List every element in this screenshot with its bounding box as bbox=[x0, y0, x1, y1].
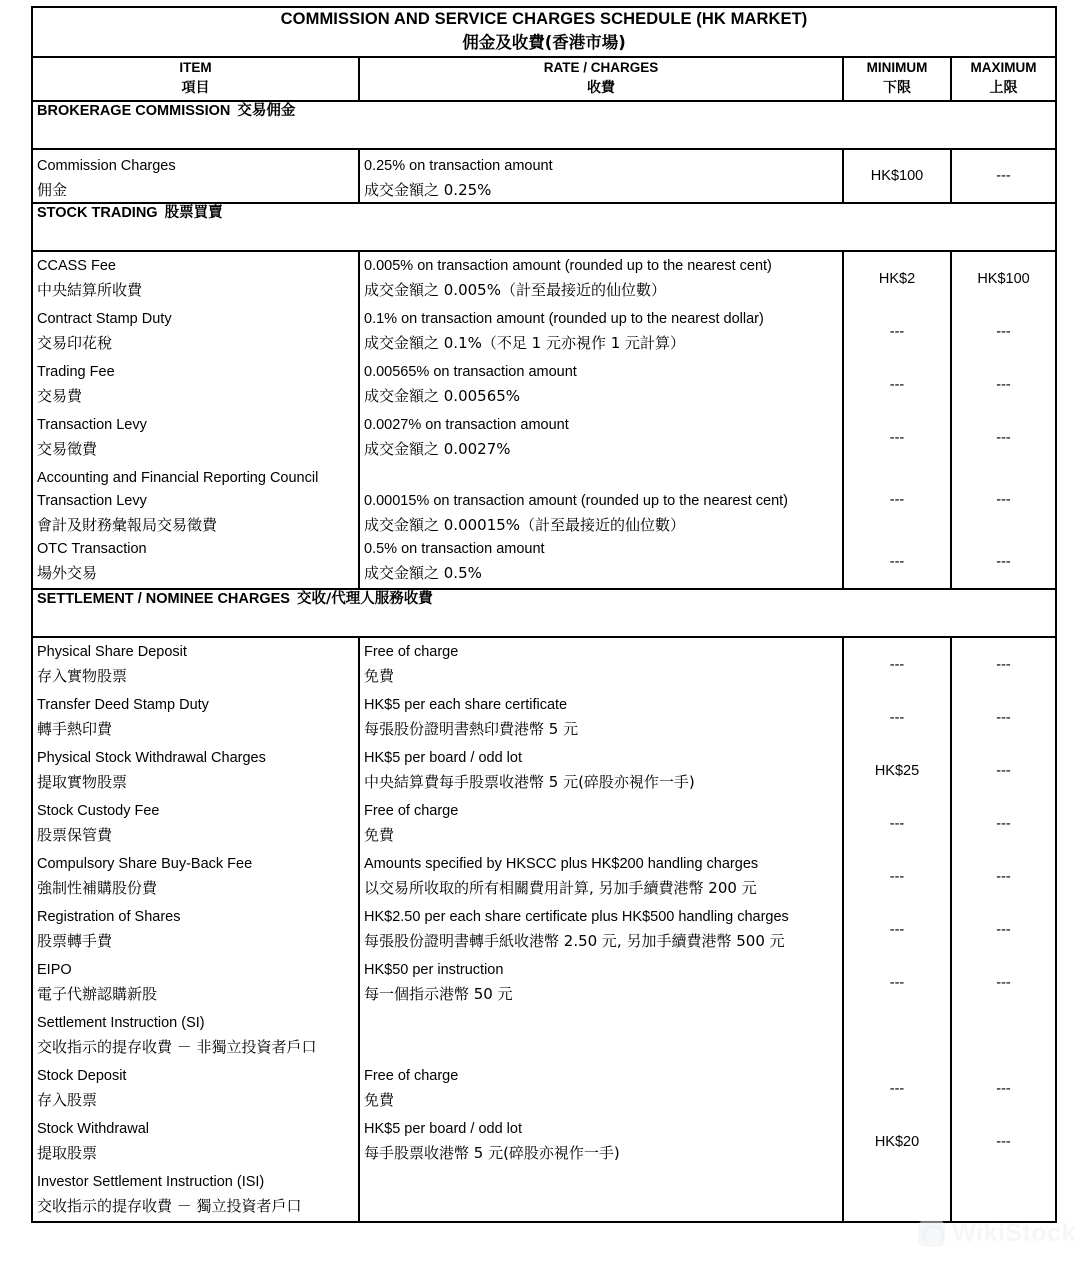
item-label-zh: 提取股票 bbox=[37, 1144, 98, 1163]
item-label-en: Physical Stock Withdrawal Charges bbox=[37, 750, 266, 767]
item-label-en: Settlement Instruction (SI) bbox=[37, 1015, 205, 1032]
rate-text-en: 0.00565% on transaction amount bbox=[364, 364, 577, 381]
column-header-item-zh: 項目 bbox=[181, 79, 210, 96]
table-row bbox=[33, 252, 358, 305]
maximum-value: --- bbox=[996, 553, 1011, 570]
rate-text-zh: 成交金額之 0.1%（不足 1 元亦視作 1 元計算） bbox=[364, 334, 686, 353]
rate-text-en: 0.005% on transaction amount (rounded up to the nearest cent) bbox=[364, 258, 772, 275]
rate-text-en: 0.0027% on transaction amount bbox=[364, 417, 569, 434]
item-label-zh: 強制性補購股份費 bbox=[37, 879, 158, 898]
section-header-row bbox=[32, 101, 1056, 149]
maximum-value: --- bbox=[996, 323, 1011, 340]
rate-cell bbox=[360, 903, 842, 956]
rate-text-en: 0.5% on transaction amount bbox=[364, 541, 545, 558]
table-row bbox=[33, 1062, 358, 1115]
minimum-value: HK$25 bbox=[874, 762, 920, 779]
item-column bbox=[32, 637, 359, 1222]
rate-text-zh: 免費 bbox=[364, 667, 395, 686]
rate-cell bbox=[360, 744, 842, 797]
column-header-rate-en: RATE / CHARGES bbox=[543, 60, 659, 76]
rate-text-en: 0.25% on transaction amount bbox=[364, 158, 553, 175]
minimum-value: HK$2 bbox=[878, 270, 916, 287]
section-body-brokerage-commission bbox=[32, 149, 1056, 203]
minimum-value: --- bbox=[889, 491, 905, 508]
table-row bbox=[33, 535, 358, 588]
title-english: COMMISSION AND SERVICE CHARGES SCHEDULE (HK MARKET) bbox=[280, 10, 808, 28]
rate-text-zh: 成交金額之 0.005%（計至最接近的仙位數） bbox=[364, 281, 666, 300]
item-label-en: Physical Share Deposit bbox=[37, 644, 187, 661]
maximum-column bbox=[951, 637, 1056, 1222]
minimum-value: --- bbox=[889, 709, 905, 726]
rate-cell bbox=[360, 150, 842, 202]
table-row bbox=[33, 1115, 358, 1168]
item-label-zh: 轉手熱印費 bbox=[37, 720, 113, 739]
item-label-en: Commission Charges bbox=[37, 158, 176, 175]
rate-text-en: HK$2.50 per each share certificate plus HK$500 handling charges bbox=[364, 909, 789, 926]
table-row bbox=[33, 903, 358, 956]
rate-text-en: Free of charge bbox=[364, 803, 459, 820]
item-label-zh: 場外交易 bbox=[37, 564, 98, 583]
item-label-zh: 交易徵費 bbox=[37, 440, 98, 459]
table-row bbox=[33, 1168, 358, 1221]
item-label-en: Registration of Shares bbox=[37, 909, 181, 926]
wikistock-watermark bbox=[918, 1219, 1076, 1248]
column-header-minimum-en: MINIMUM bbox=[866, 60, 928, 76]
section-body-stock-trading bbox=[32, 251, 1056, 589]
item-label-zh: 中央結算所收費 bbox=[37, 281, 143, 300]
rate-cell bbox=[360, 638, 842, 691]
wikistock-logo-icon bbox=[918, 1220, 945, 1247]
maximum-value: --- bbox=[996, 429, 1011, 446]
maximum-value: --- bbox=[996, 1080, 1011, 1097]
maximum-column bbox=[951, 251, 1056, 589]
rate-text-en: Free of charge bbox=[364, 1068, 459, 1085]
column-header-minimum bbox=[843, 57, 951, 101]
rate-cell bbox=[360, 252, 842, 305]
section-header-settlement-nominee-charges bbox=[32, 589, 1056, 637]
item-label-en: EIPO bbox=[37, 962, 72, 979]
item-label-zh: 提取實物股票 bbox=[37, 773, 128, 792]
rate-text-en: 0.00015% on transaction amount (rounded up to the nearest cent) bbox=[364, 493, 789, 510]
maximum-value: --- bbox=[996, 921, 1011, 938]
section-header-stock-trading-en: STOCK TRADING bbox=[37, 205, 158, 222]
commission-schedule-table bbox=[31, 6, 1057, 1223]
minimum-value bbox=[844, 1009, 950, 1062]
rate-text-en: Free of charge bbox=[364, 644, 459, 661]
rate-text-zh: 成交金額之 0.00565% bbox=[364, 387, 521, 406]
minimum-value: --- bbox=[889, 815, 905, 832]
table-row bbox=[33, 744, 358, 797]
column-header-row bbox=[32, 57, 1056, 101]
minimum-column bbox=[843, 149, 951, 203]
rate-cell bbox=[360, 358, 842, 411]
rate-text-zh: 每張股份證明書熱印費港幣 5 元 bbox=[364, 720, 579, 739]
column-header-maximum-en: MAXIMUM bbox=[970, 60, 1037, 76]
maximum-value: --- bbox=[996, 1133, 1011, 1150]
column-header-maximum bbox=[951, 57, 1056, 101]
minimum-value: HK$100 bbox=[870, 168, 924, 185]
item-label-zh: 存入股票 bbox=[37, 1091, 98, 1110]
item-label-zh: 交易費 bbox=[37, 387, 83, 406]
minimum-value: --- bbox=[889, 974, 905, 991]
rate-text-zh: 成交金額之 0.00015%（計至最接近的仙位數） bbox=[364, 516, 686, 535]
minimum-value: --- bbox=[889, 921, 905, 938]
item-label-en: Transfer Deed Stamp Duty bbox=[37, 697, 209, 714]
maximum-value: HK$100 bbox=[977, 270, 1030, 287]
rate-text-en: HK$50 per instruction bbox=[364, 962, 504, 979]
table-row bbox=[33, 691, 358, 744]
section-header-row bbox=[32, 589, 1056, 637]
rate-cell bbox=[360, 305, 842, 358]
section-header-brokerage-commission-zh: 交易佣金 bbox=[237, 103, 296, 120]
rate-cell bbox=[360, 464, 842, 535]
section-header-stock-trading bbox=[32, 203, 1056, 251]
item-label-en: Contract Stamp Duty bbox=[37, 311, 172, 328]
maximum-column bbox=[951, 149, 1056, 203]
item-label-en: CCASS Fee bbox=[37, 258, 116, 275]
rate-text-zh: 每張股份證明書轉手紙收港幣 2.50 元, 另加手續費港幣 500 元 bbox=[364, 932, 785, 951]
item-label-en: Investor Settlement Instruction (ISI) bbox=[37, 1174, 265, 1191]
rate-text-en: HK$5 per board / odd lot bbox=[364, 750, 522, 767]
rate-cell bbox=[360, 535, 842, 588]
item-label-zh: 會計及財務彙報局交易徵費 bbox=[37, 516, 218, 535]
table-row bbox=[33, 464, 358, 535]
item-label-en: Stock Withdrawal bbox=[37, 1121, 150, 1138]
minimum-value: --- bbox=[889, 323, 905, 340]
rate-text-zh: 成交金額之 0.25% bbox=[364, 181, 492, 200]
rate-column bbox=[359, 251, 843, 589]
section-header-stock-trading-zh: 股票買賣 bbox=[164, 205, 223, 222]
minimum-value bbox=[844, 1168, 950, 1221]
document-title bbox=[32, 7, 1056, 57]
maximum-value: --- bbox=[996, 868, 1011, 885]
column-header-maximum-zh: 上限 bbox=[989, 79, 1018, 96]
item-label-en: OTC Transaction bbox=[37, 541, 147, 558]
title-row bbox=[32, 7, 1056, 57]
maximum-value: --- bbox=[996, 491, 1011, 508]
minimum-value: --- bbox=[889, 868, 905, 885]
table-row bbox=[33, 411, 358, 464]
rate-text-zh: 中央結算費每手股票收港幣 5 元(碎股亦視作一手) bbox=[364, 773, 695, 792]
item-label-zh: 交易印花稅 bbox=[37, 334, 113, 353]
item-label-zh: 股票保管費 bbox=[37, 826, 113, 845]
item-label-en: Transaction Levy bbox=[37, 417, 147, 434]
rate-text-zh: 成交金額之 0.0027% bbox=[364, 440, 511, 459]
table-row bbox=[33, 305, 358, 358]
maximum-value: --- bbox=[996, 168, 1011, 185]
item-label-zh: 電子代辦認購新股 bbox=[37, 985, 158, 1004]
rate-text-en: 0.1% on transaction amount (rounded up to the nearest dollar) bbox=[364, 311, 764, 328]
rate-text-zh: 每手股票收港幣 5 元(碎股亦視作一手) bbox=[364, 1144, 620, 1163]
section-header-brokerage-commission-en: BROKERAGE COMMISSION bbox=[37, 103, 231, 120]
table-row bbox=[33, 956, 358, 1009]
minimum-value: --- bbox=[889, 376, 905, 393]
rate-cell bbox=[360, 1115, 842, 1168]
item-column bbox=[32, 149, 359, 203]
rate-cell bbox=[360, 850, 842, 903]
maximum-value: --- bbox=[996, 376, 1011, 393]
rate-cell bbox=[360, 797, 842, 850]
rate-cell bbox=[360, 1168, 842, 1221]
minimum-value: HK$20 bbox=[874, 1133, 920, 1150]
table-row bbox=[33, 850, 358, 903]
page-top-artifact bbox=[55, 0, 87, 5]
column-header-minimum-zh: 下限 bbox=[883, 79, 911, 96]
item-label-en: Compulsory Share Buy-Back Fee bbox=[37, 856, 253, 873]
item-label-en: Accounting and Financial Reporting Council bbox=[37, 470, 319, 487]
rate-text-zh: 免費 bbox=[364, 1091, 395, 1110]
section-header-brokerage-commission bbox=[32, 101, 1056, 149]
item-label-en: Stock Deposit bbox=[37, 1068, 127, 1085]
item-label-zh: 交收指示的提存收費 － 獨立投資者戶口 bbox=[37, 1197, 302, 1216]
maximum-value: --- bbox=[996, 815, 1011, 832]
column-header-item bbox=[32, 57, 359, 101]
section-body-settlement-nominee-charges bbox=[32, 637, 1056, 1222]
minimum-column bbox=[843, 251, 951, 589]
rate-cell bbox=[360, 1009, 842, 1062]
item-label-en: Stock Custody Fee bbox=[37, 803, 160, 820]
rate-text-zh: 免費 bbox=[364, 826, 395, 845]
rate-text-zh: 每一個指示港幣 50 元 bbox=[364, 985, 513, 1004]
rate-text-en: HK$5 per board / odd lot bbox=[364, 1121, 522, 1138]
minimum-value: --- bbox=[889, 1080, 905, 1097]
maximum-value: --- bbox=[996, 656, 1011, 673]
section-header-row bbox=[32, 203, 1056, 251]
table-row bbox=[33, 358, 358, 411]
item-label-zh: 佣金 bbox=[37, 181, 68, 200]
column-header-rate-zh: 收費 bbox=[587, 79, 615, 96]
title-chinese: 佣金及收費(香港市場) bbox=[462, 33, 626, 53]
maximum-value: --- bbox=[996, 762, 1011, 779]
table-row bbox=[33, 638, 358, 691]
rate-text-en: HK$5 per each share certificate bbox=[364, 697, 568, 714]
table-row bbox=[33, 150, 358, 202]
section-header-settlement-nominee-charges-zh: 交收/代理人服務收費 bbox=[296, 591, 433, 608]
item-column bbox=[32, 251, 359, 589]
minimum-value: --- bbox=[889, 429, 905, 446]
rate-cell bbox=[360, 691, 842, 744]
minimum-value: --- bbox=[889, 656, 905, 673]
section-header-settlement-nominee-charges-en: SETTLEMENT / NOMINEE CHARGES bbox=[37, 591, 290, 608]
maximum-value: --- bbox=[996, 974, 1011, 991]
wikistock-watermark-text: WikiStock bbox=[952, 1219, 1076, 1247]
rate-text-zh: 以交易所收取的所有相關費用計算, 另加手續費港幣 200 元 bbox=[364, 879, 757, 898]
maximum-value: --- bbox=[996, 709, 1011, 726]
maximum-value bbox=[952, 1168, 1055, 1221]
item-label-en-2: Transaction Levy bbox=[37, 493, 147, 510]
rate-cell bbox=[360, 956, 842, 1009]
rate-column bbox=[359, 637, 843, 1222]
table-row bbox=[33, 1009, 358, 1062]
maximum-value bbox=[952, 1009, 1055, 1062]
item-label-en: Trading Fee bbox=[37, 364, 115, 381]
item-label-zh: 股票轉手費 bbox=[37, 932, 113, 951]
rate-text-en: Amounts specified by HKSCC plus HK$200 handling charges bbox=[364, 856, 759, 873]
item-label-zh: 存入實物股票 bbox=[37, 667, 128, 686]
table-row bbox=[33, 797, 358, 850]
column-header-item-en: ITEM bbox=[179, 60, 212, 76]
rate-cell bbox=[360, 1062, 842, 1115]
rate-cell bbox=[360, 411, 842, 464]
rate-column bbox=[359, 149, 843, 203]
item-label-zh: 交收指示的提存收費 － 非獨立投資者戶口 bbox=[37, 1038, 317, 1057]
minimum-column bbox=[843, 637, 951, 1222]
column-header-rate bbox=[359, 57, 843, 101]
minimum-value: --- bbox=[889, 553, 905, 570]
rate-text-zh: 成交金額之 0.5% bbox=[364, 564, 482, 583]
